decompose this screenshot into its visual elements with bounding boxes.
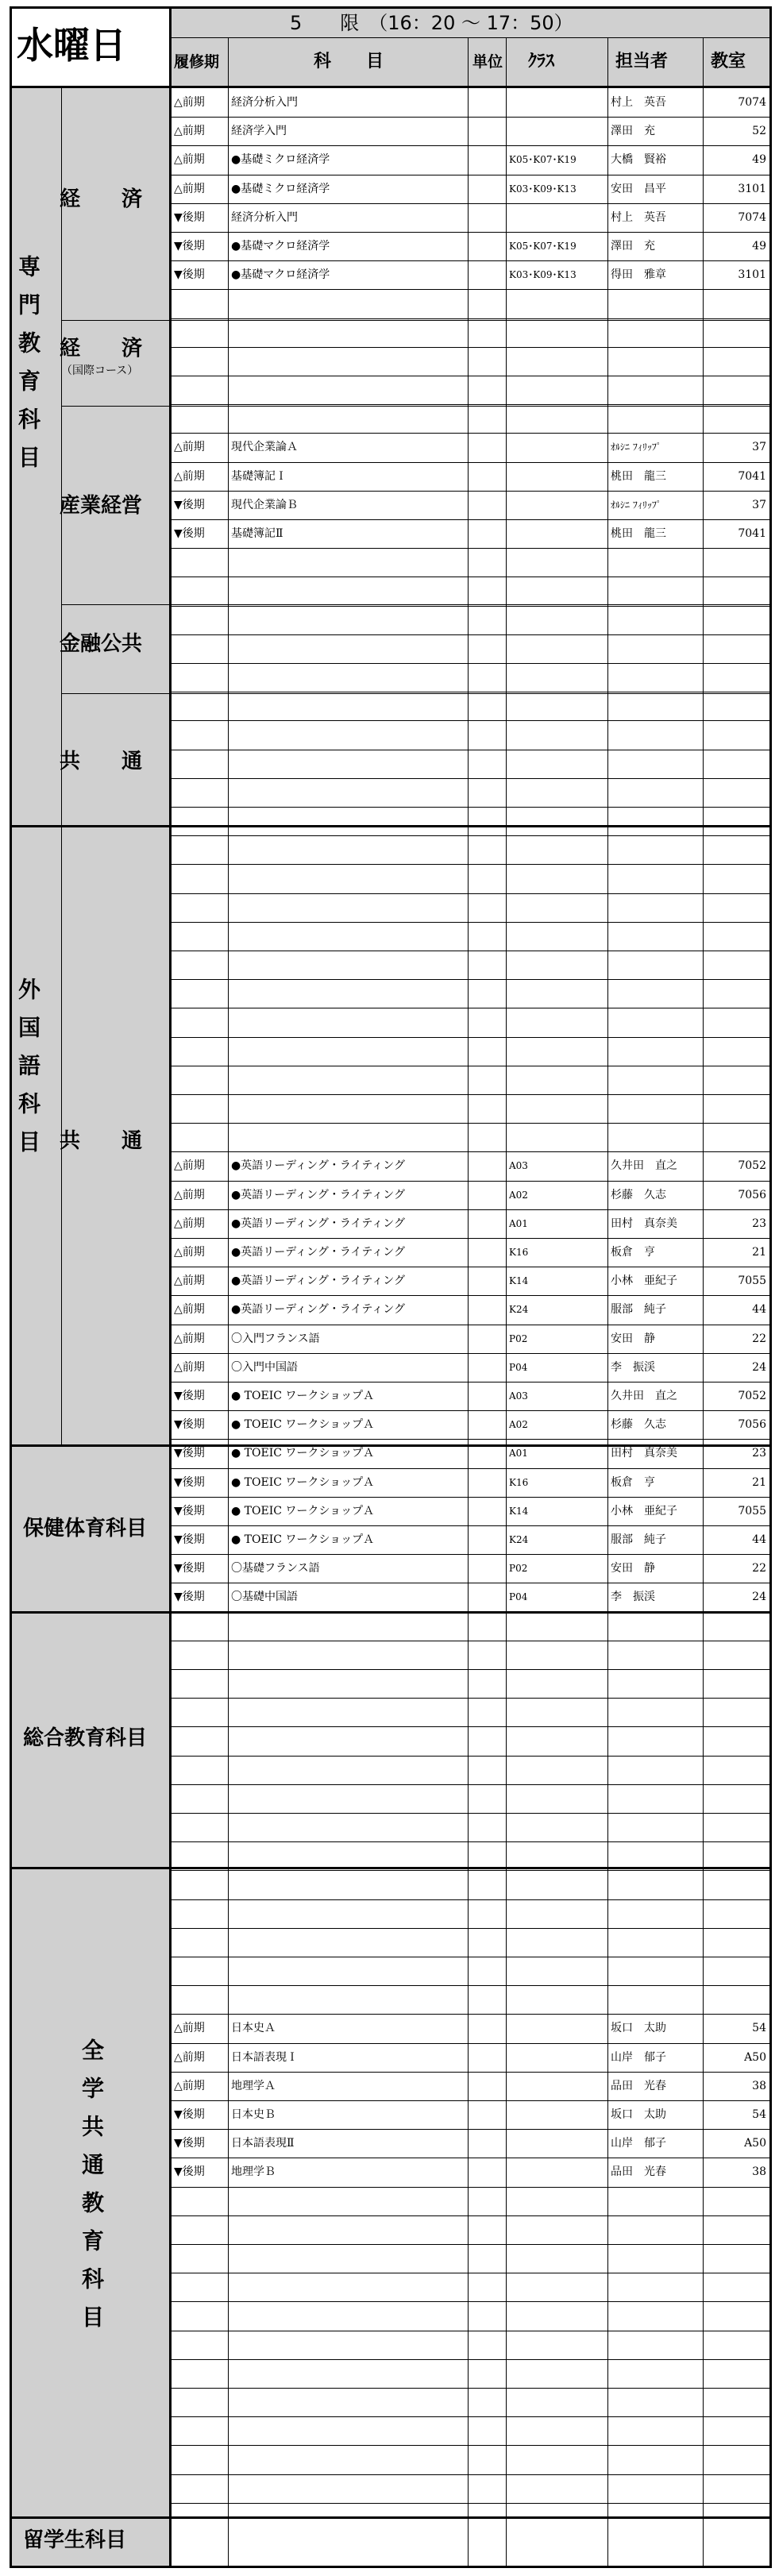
row-divider [171,2215,769,2216]
col-subject-header: 科 目 [314,52,384,71]
row-divider [171,1123,769,1124]
row-class: P02 [509,1563,528,1574]
kyotsu1-label: 共 通 [60,750,143,773]
header-divider [171,37,769,38]
row-divider [171,1094,769,1095]
row-term: △前期 [174,2051,205,2064]
row-subject: ●英語リーディング・ライティング [231,1275,405,1287]
sogo-label: 総合教育科目 [23,1726,148,1750]
row-room: 7041 [738,470,766,483]
row-teacher: 桃田 龍三 [611,527,666,540]
row-term: ▼後期 [174,240,205,253]
row-room: 22 [752,1562,766,1575]
row-divider [171,864,769,865]
row-divider [171,2187,769,2188]
row-class: K16 [509,1477,529,1488]
row-teacher: 板倉 亨 [611,1476,655,1489]
row-teacher: ｵﾙｼﾆ ﾌｨﾘｯﾌﾟ [611,442,661,453]
keizai-intl-sub: （国際コース） [61,364,139,377]
row-divider [171,1037,769,1038]
row-teacher: 澤田 充 [611,125,655,137]
row-class: P04 [509,1591,528,1602]
col-term-header: 履修期 [174,53,220,71]
row-subject: ● TOEIC ワークショップＡ [231,1505,375,1517]
row-term: ▼後期 [174,2165,205,2178]
row-room: 21 [752,1476,766,1489]
row-room: 44 [752,1303,766,1316]
row-subject: 〇基礎フランス語 [231,1562,320,1575]
row-subject: 〇入門フランス語 [231,1332,320,1345]
col-divider [607,38,608,2568]
row-term: ▼後期 [174,527,205,540]
row-room: 22 [752,1332,766,1345]
row-room: 7052 [738,1159,766,1172]
sangyo-label: 産業経営 [60,494,143,518]
row-divider [171,922,769,923]
row-divider [171,720,769,721]
row-teacher: 田村 真奈美 [611,1217,677,1230]
label-divider [169,88,172,2566]
row-teacher: 安田 静 [611,1562,655,1575]
row-class: A03 [509,1390,528,1402]
col-divider [468,38,469,2568]
row-room: A50 [744,2051,766,2064]
row-teacher: 品田 光春 [611,2165,666,2178]
row-class: A02 [509,1419,528,1430]
row-term: ▼後期 [174,1447,205,1460]
period-label: 5 限 （16：20 ～ 17：50） [290,12,573,34]
row-room: 7055 [738,1275,766,1287]
row-teacher: 桃田 龍三 [611,470,666,483]
row-teacher: 久井田 直之 [611,1390,677,1402]
col-class-header: ｸﾗｽ [528,52,555,71]
row-subject: ●基礎マクロ経済学 [231,240,330,253]
row-divider [171,318,769,319]
row-divider [171,893,769,894]
gaikoku-label: 外国語科目 [15,978,41,1168]
row-subject: 現代企業論Ａ [231,441,298,453]
row-room: 7056 [738,1418,766,1431]
row-subject: ●英語リーディング・ライティング [231,1246,405,1259]
row-divider [171,1669,769,1670]
row-divider [171,1784,769,1785]
row-term: △前期 [174,153,205,166]
row-term: △前期 [174,441,205,453]
row-class: K03･K09･K13 [509,269,577,280]
row-term: △前期 [174,1332,205,1345]
header-left-border [169,9,172,88]
row-divider [171,634,769,635]
row-subject: 日本語表現Ⅱ [231,2137,295,2150]
row-subject: ●英語リーディング・ライティング [231,1217,405,1230]
row-divider [171,1756,769,1757]
row-class: K24 [509,1304,529,1315]
row-divider [171,2474,769,2475]
row-teacher: 李 振渓 [611,1361,655,1374]
row-teacher: 杉藤 久志 [611,1418,666,1431]
row-divider [171,1985,769,1986]
col-divider [228,38,229,2568]
row-divider [171,2244,769,2245]
col-credit-header: 単位 [472,53,503,71]
row-subject: ●英語リーディング・ライティング [231,1303,405,1316]
section-divider [12,1611,769,1614]
row-divider [171,663,769,664]
row-term: ▼後期 [174,1390,205,1402]
zengaku-label: 全学共通教育科目 [79,2038,105,2343]
row-subject: 日本史Ｂ [231,2108,276,2121]
row-term: ▼後期 [174,2137,205,2150]
row-divider [171,1899,769,1900]
row-class: K05･K07･K19 [509,241,577,252]
col-divider [506,38,507,2568]
hoken-label: 保健体育科目 [23,1517,148,1541]
row-room: 44 [752,1533,766,1546]
row-divider [171,2359,769,2360]
row-subject: ● TOEIC ワークショップＡ [231,1390,375,1402]
section-divider [12,2516,769,2519]
col-divider [703,38,704,2568]
row-room: 23 [752,1217,766,1230]
row-teacher: 澤田 充 [611,240,655,253]
column-header-row [171,38,769,86]
row-term: △前期 [174,470,205,483]
row-teacher: 品田 光春 [611,2080,666,2092]
row-class: K03･K09･K13 [509,183,577,195]
row-term: △前期 [174,1246,205,1259]
row-subject: 日本語表現Ｉ [231,2051,298,2064]
row-teacher: 小林 亜紀子 [611,1275,677,1287]
subsection-divider [61,604,769,605]
row-teacher: 久井田 直之 [611,1159,677,1172]
kinyu-label: 金融公共 [60,632,143,656]
row-teacher: 李 振渓 [611,1591,655,1603]
row-subject: 経済学入門 [231,125,287,137]
row-divider [171,1870,769,1871]
row-term: ▼後期 [174,1505,205,1517]
row-teacher: 板倉 亨 [611,1246,655,1259]
row-room: 49 [752,153,766,166]
kyotsu2-label: 共 通 [60,1129,143,1153]
row-room: 3101 [738,183,766,195]
row-divider [171,807,769,808]
row-room: 3101 [738,268,766,281]
col-teacher-header: 担当者 [615,52,669,71]
col-room-header: 教室 [711,52,746,71]
row-subject: ● TOEIC ワークショップＡ [231,1533,375,1546]
timetable-sheet [10,6,772,2568]
row-room: 49 [752,240,766,253]
row-subject: ●基礎ミクロ経済学 [231,183,330,195]
row-class: K14 [509,1506,529,1517]
row-teacher: 安田 昌平 [611,183,666,195]
row-term: ▼後期 [174,1562,205,1575]
row-class: A02 [509,1190,528,1201]
row-subject: ● TOEIC ワークショップＡ [231,1447,375,1460]
row-teacher: 坂口 太助 [611,2022,666,2034]
row-teacher: 村上 英吾 [611,211,666,224]
row-teacher: 服部 純子 [611,1533,666,1546]
row-term: △前期 [174,125,205,137]
row-term: ▼後期 [174,2108,205,2121]
keizai-label: 経 済 [60,187,143,211]
row-divider [171,835,769,836]
row-room: 37 [752,499,766,511]
section-divider [12,825,769,827]
ryugaku-label: 留学生科目 [23,2528,127,2552]
row-divider [171,2416,769,2417]
row-divider [171,606,769,607]
row-room: 7074 [738,96,766,109]
row-subject: 基礎簿記Ｉ [231,470,287,483]
row-subject: ●英語リーディング・ライティング [231,1189,405,1201]
row-divider [171,2388,769,2389]
row-teacher: 山岸 郁子 [611,2051,666,2064]
row-divider [171,778,769,779]
row-subject: 基礎簿記Ⅱ [231,527,283,540]
row-subject: ●基礎マクロ経済学 [231,268,330,281]
row-subject: 地理学Ｂ [231,2165,276,2178]
row-teacher: 坂口 太助 [611,2108,666,2121]
row-teacher: 服部 純子 [611,1303,666,1316]
row-term: ▼後期 [174,1476,205,1489]
row-subject: 現代企業論Ｂ [231,499,298,511]
row-term: △前期 [174,1303,205,1316]
keizai-intl-label: 経 済 [60,337,143,361]
row-teacher: 田村 真奈美 [611,1447,677,1460]
row-class: P02 [509,1333,528,1344]
day-title: 水曜日 [17,24,126,67]
row-room: A50 [744,2137,766,2150]
row-teacher: 杉藤 久志 [611,1189,666,1201]
row-divider [171,1841,769,1842]
row-class: K05･K07･K19 [509,154,577,165]
row-divider [171,404,769,405]
row-room: 23 [752,1447,766,1460]
row-room: 7056 [738,1189,766,1201]
row-term: ▼後期 [174,211,205,224]
row-room: 21 [752,1246,766,1259]
row-subject: 〇基礎中国語 [231,1591,298,1603]
row-room: 7052 [738,1390,766,1402]
row-subject: 〇入門中国語 [231,1361,298,1374]
row-subject: ● TOEIC ワークショップＡ [231,1418,375,1431]
row-divider [171,2445,769,2446]
row-term: △前期 [174,1361,205,1374]
gaikoku-subdivider [61,825,62,1444]
row-teacher: 得田 雅章 [611,268,666,281]
row-divider [171,2301,769,2302]
row-term: ▼後期 [174,268,205,281]
row-room: 7041 [738,527,766,540]
subsection-divider [61,693,769,694]
row-divider [171,979,769,980]
row-divider [171,1813,769,1814]
row-term: △前期 [174,2080,205,2092]
row-class: A01 [509,1448,528,1459]
row-term: ▼後期 [174,1418,205,1431]
row-teacher: ｵﾙｼﾆ ﾌｨﾘｯﾌﾟ [611,499,661,511]
row-term: △前期 [174,1189,205,1201]
row-subject: 日本史Ａ [231,2022,276,2034]
row-subject: 地理学Ａ [231,2080,276,2092]
row-divider [171,347,769,348]
row-term: ▼後期 [174,499,205,511]
subsection-divider [61,406,769,407]
subsection-divider [61,320,769,321]
row-term: △前期 [174,2022,205,2034]
row-room: 38 [752,2165,766,2178]
row-divider [171,2503,769,2504]
row-subject: ●英語リーディング・ライティング [231,1159,405,1172]
row-subject: 経済分析入門 [231,211,298,224]
row-term: △前期 [174,1275,205,1287]
row-subject: ●基礎ミクロ経済学 [231,153,330,166]
row-teacher: 山岸 郁子 [611,2137,666,2150]
row-term: △前期 [174,1159,205,1172]
row-class: A01 [509,1218,528,1229]
row-subject: 経済分析入門 [231,96,298,109]
row-room: 54 [752,2022,766,2034]
row-room: 54 [752,2108,766,2121]
row-teacher: 小林 亜紀子 [611,1505,677,1517]
row-divider [171,1698,769,1699]
row-room: 24 [752,1361,766,1374]
senmon-subdivider [61,88,62,825]
row-room: 7055 [738,1505,766,1517]
row-divider [171,1928,769,1929]
row-term: △前期 [174,1217,205,1230]
row-term: ▼後期 [174,1591,205,1603]
row-teacher: 大橋 賢裕 [611,153,666,166]
row-room: 52 [752,125,766,137]
section-divider [12,1867,769,1869]
row-teacher: 村上 英吾 [611,96,666,109]
row-class: K14 [509,1275,529,1286]
row-room: 24 [752,1591,766,1603]
row-class: A03 [509,1160,528,1171]
row-term: △前期 [174,96,205,109]
row-teacher: 安田 静 [611,1332,655,1345]
row-term: ▼後期 [174,1533,205,1546]
row-room: 38 [752,2080,766,2092]
row-class: K16 [509,1247,529,1258]
row-class: K24 [509,1534,529,1545]
row-subject: ● TOEIC ワークショップＡ [231,1476,375,1489]
row-room: 7074 [738,211,766,224]
row-term: △前期 [174,183,205,195]
row-divider [171,1726,769,1727]
row-room: 37 [752,441,766,453]
senmon-label: 専門教育科目 [15,255,41,484]
row-class: P04 [509,1362,528,1373]
